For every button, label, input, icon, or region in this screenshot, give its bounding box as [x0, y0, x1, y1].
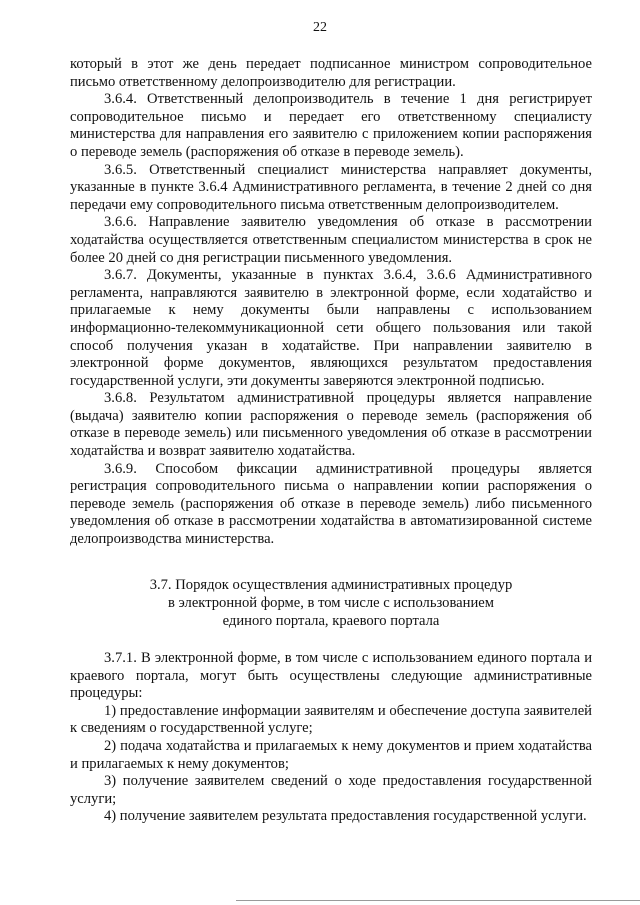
section-heading-line: в электронной форме, в том числе с использованием — [168, 595, 494, 611]
list-item-2: 2) подача ходатайства и прилагаемых к нему документов и прием ходатайства и прилагаемых к нему документов; — [70, 737, 592, 772]
section-heading-3-7 — [70, 576, 592, 630]
paragraph-3-6-5: 3.6.5. Ответственный специалист министерства направляет документы, указанные в пункте 3.6.4 Административного регламента, в течение 2 дней со дня передачи ему сопроводительного письма ответственным делопроизводителем. — [70, 161, 592, 213]
scan-edge-line — [236, 900, 640, 901]
body-text-bottom — [70, 650, 592, 826]
paragraph-3-6-4: 3.6.4. Ответственный делопроизводитель в течение 1 дня регистрирует сопроводительное письмо и передает его ответственному специалисту министерства для направления его заявителю с приложением копии распоряжения о переводе земель (распоряжения об отказе в переводе земель). — [70, 91, 592, 160]
paragraph-3-6-6: 3.6.6. Направление заявителю уведомления об отказе в рассмотрении ходатайства осуществляется ответственным специалистом министерства в срок не более 20 дней со дня регистрации письменного уведомления. — [70, 214, 592, 266]
paragraph-3-6-7: 3.6.7. Документы, указанные в пунктах 3.6.4, 3.6.6 Административного регламента, направляются заявителю в электронной форме, если ходатайство и прилагаемые к нему документы были направлены с использованием информационно-телекоммуникационной сети общего пользования или такой способ получения указан в ходатайстве. При направлении заявителю в электронной форме документов, являющихся результатом предоставления государственной услуги, эти документы заверяются электронной подписью. — [70, 267, 592, 389]
paragraph-3-6-9: 3.6.9. Способом фиксации административной процедуры является регистрация сопроводительного письма о направлении копии распоряжения о переводе земель (распоряжения об отказе в переводе земель) либо письменного уведомления об отказе в рассмотрении ходатайства в автоматизированной системе делопроизводства министерства. — [70, 460, 592, 548]
page-number: 22 — [313, 20, 327, 35]
section-heading-line: 3.7. Порядок осуществления административных процедур — [149, 577, 513, 593]
paragraph-3-6-8: 3.6.8. Результатом административной процедуры является направление (выдача) заявителю копии распоряжения о переводе земель (распоряжения об отказе в переводе земель) или письменного уведомления об отказе в рассмотрении ходатайства и возврат заявителю ходатайства. — [70, 390, 592, 460]
paragraph-continuation: который в этот же день передает подписанное министром сопроводительное письмо ответственному делопроизводителю для регистрации. — [70, 56, 592, 90]
list-item-1: 1) предоставление информации заявителям и обеспечение доступа заявителей к сведениям о государственной услуге; — [70, 702, 592, 737]
section-heading-line: единого портала, краевого портала — [222, 613, 440, 629]
list-item-4: 4) получение заявителем результата предоставления государственной услуги. — [104, 808, 587, 825]
body-text-top — [70, 56, 592, 549]
paragraph-3-7-1: 3.7.1. В электронной форме, в том числе с использованием единого портала и краевого портала, могут быть осуществлены следующие административные процедуры: — [70, 650, 592, 702]
list-item-3: 3) получение заявителем сведений о ходе предоставления государственной услуги; — [70, 773, 592, 807]
